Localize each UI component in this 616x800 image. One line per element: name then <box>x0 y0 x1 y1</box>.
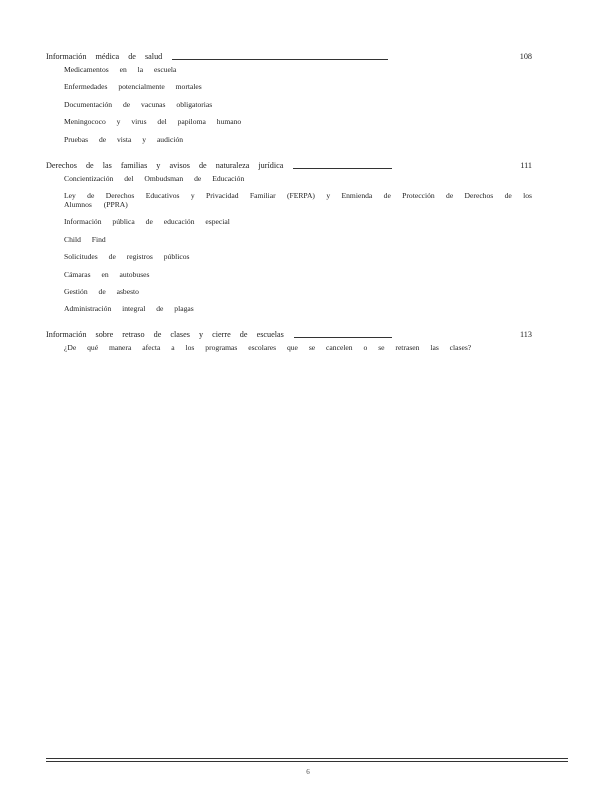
toc-subitems <box>46 343 532 353</box>
toc-page-number: 111 <box>520 160 532 170</box>
toc-subitem[interactable]: Documentación de vacunas obligatorias <box>64 99 213 109</box>
toc-subitem[interactable]: Gestión de asbesto <box>64 286 139 296</box>
toc-section-heading[interactable] <box>46 159 532 171</box>
toc-subitem-line-2: Alumnos (PPRA) <box>64 200 128 210</box>
toc-section-title: Derechos de las familias y avisos de naturaleza jurídica <box>46 160 284 170</box>
toc-subitem[interactable]: Cámaras en autobuses <box>64 269 150 279</box>
toc-section-title: Información médica de salud <box>46 52 163 61</box>
toc-section-title: Información sobre retraso de clases y cierre de escuelas <box>46 330 284 340</box>
footer-divider <box>46 758 568 762</box>
toc-subitem[interactable]: Enfermedades potencialmente mortales <box>64 82 202 92</box>
toc-subitem-ferpa[interactable] <box>64 191 532 210</box>
footer-rule-bottom <box>46 761 568 762</box>
toc-leader-line <box>293 168 392 169</box>
toc-section-health <box>46 50 532 145</box>
toc-section-family-rights <box>46 159 532 315</box>
toc-section-closures <box>46 328 532 353</box>
toc-leader-line <box>294 337 392 338</box>
toc-page-number: 113 <box>520 330 532 340</box>
toc-section-heading[interactable] <box>46 50 532 62</box>
toc-subitem[interactable]: Concientización del Ombudsman de Educación <box>64 173 245 183</box>
toc-subitem[interactable]: Medicamentos en la escuela <box>64 65 177 74</box>
toc-subitem[interactable]: Solicitudes de registros públicos <box>64 252 190 262</box>
toc-subitem[interactable]: ¿De qué manera afecta a los programas escolares que se cancelen o se retrasen las clases? <box>64 343 472 353</box>
toc-subitem[interactable]: Child Find <box>64 234 106 244</box>
toc-page-number: 108 <box>519 52 532 61</box>
toc-subitem[interactable]: Información pública de educación especial <box>64 217 230 227</box>
toc-subitems <box>46 174 532 315</box>
toc-leader-line <box>172 59 388 60</box>
footer-rule-top <box>46 758 568 759</box>
footer-page-number: 6 <box>306 768 310 776</box>
toc-subitem-line-1: Ley de Derechos Educativos y Privacidad Familiar (FERPA) y Enmienda de Protección de Derechos de los <box>64 190 532 200</box>
table-of-contents <box>46 50 532 367</box>
toc-subitem[interactable]: Administración integral de plagas <box>64 304 194 314</box>
toc-subitem[interactable]: Pruebas de vista y audición <box>64 134 184 144</box>
toc-subitem[interactable]: Meningococo y virus del papiloma humano <box>64 117 242 127</box>
toc-subitems <box>46 65 532 145</box>
toc-section-heading[interactable] <box>46 328 532 340</box>
